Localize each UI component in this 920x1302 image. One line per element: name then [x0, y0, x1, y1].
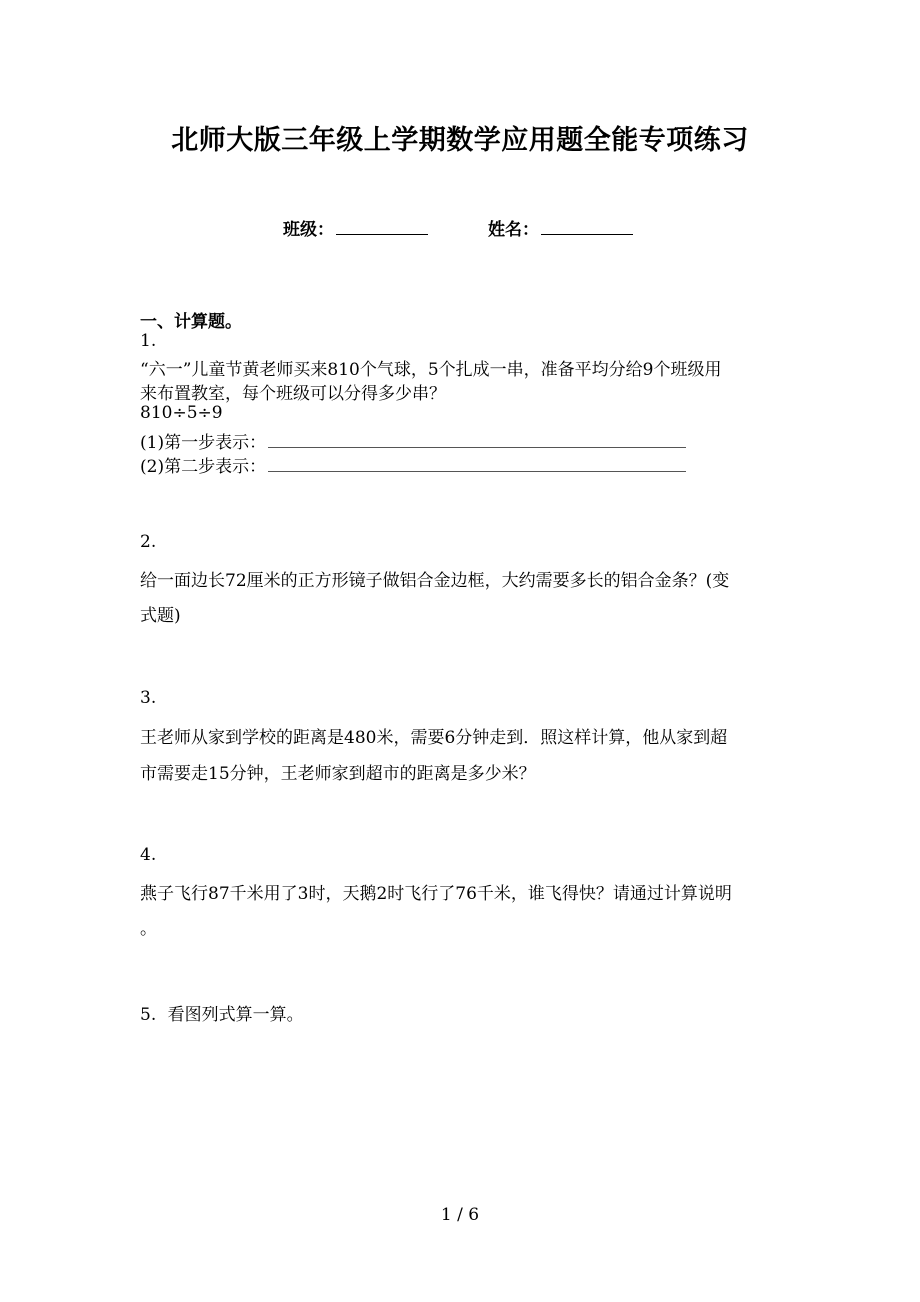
class-label: 班级：: [283, 220, 334, 240]
step-1-answer-line[interactable]: [268, 432, 686, 448]
section-title: 一、计算题。: [140, 312, 242, 332]
step-1-label: (1)第一步表示：: [140, 433, 267, 453]
question-4-number: 4.: [140, 845, 157, 865]
question-5-text: 看图列式算一算。: [167, 1005, 304, 1025]
question-1-text-line-2: 来布置教室，每个班级可以分得多少串？: [140, 384, 446, 404]
question-2-text-line-2: 式题): [140, 606, 181, 626]
name-field: [488, 215, 633, 240]
question-3-text-line-2: 市需要走15分钟，王老师家到超市的距离是多少米？: [140, 764, 536, 784]
question-1-expression: 810÷5÷9: [140, 403, 223, 423]
question-5: [140, 1000, 304, 1025]
page-title: 北师大版三年级上学期数学应用题全能专项练习: [171, 125, 749, 156]
question-1-step-2: [140, 452, 686, 477]
question-1-number: 1.: [140, 331, 157, 351]
question-5-number: 5.: [140, 1005, 157, 1025]
page-indicator: 1 / 6: [440, 1205, 480, 1225]
name-label: 姓名：: [488, 220, 539, 240]
name-blank[interactable]: [541, 217, 633, 235]
question-3-number: 3.: [140, 688, 157, 708]
question-1-step-1: [140, 428, 686, 453]
class-field: [283, 215, 428, 240]
step-2-answer-line[interactable]: [268, 456, 686, 472]
step-2-label: (2)第二步表示：: [140, 457, 267, 477]
question-3-text-line-1: 王老师从家到学校的距离是480米，需要6分钟走到．照这样计算，他从家到超: [140, 728, 728, 748]
question-1-text-line-1: “六一”儿童节黄老师买来810个气球，5个扎成一串，准备平均分给9个班级用: [140, 360, 722, 380]
class-blank[interactable]: [336, 217, 428, 235]
question-2-text-line-1: 给一面边长72厘米的正方形镜子做铝合金边框，大约需要多长的铝合金条？(变: [140, 571, 730, 591]
question-4-text-line-1: 燕子飞行87千米用了3时，天鹅2时飞行了76千米，谁飞得快？请通过计算说明: [140, 884, 732, 904]
question-2-number: 2.: [140, 532, 157, 552]
question-4-text-line-2: 。: [140, 919, 157, 939]
